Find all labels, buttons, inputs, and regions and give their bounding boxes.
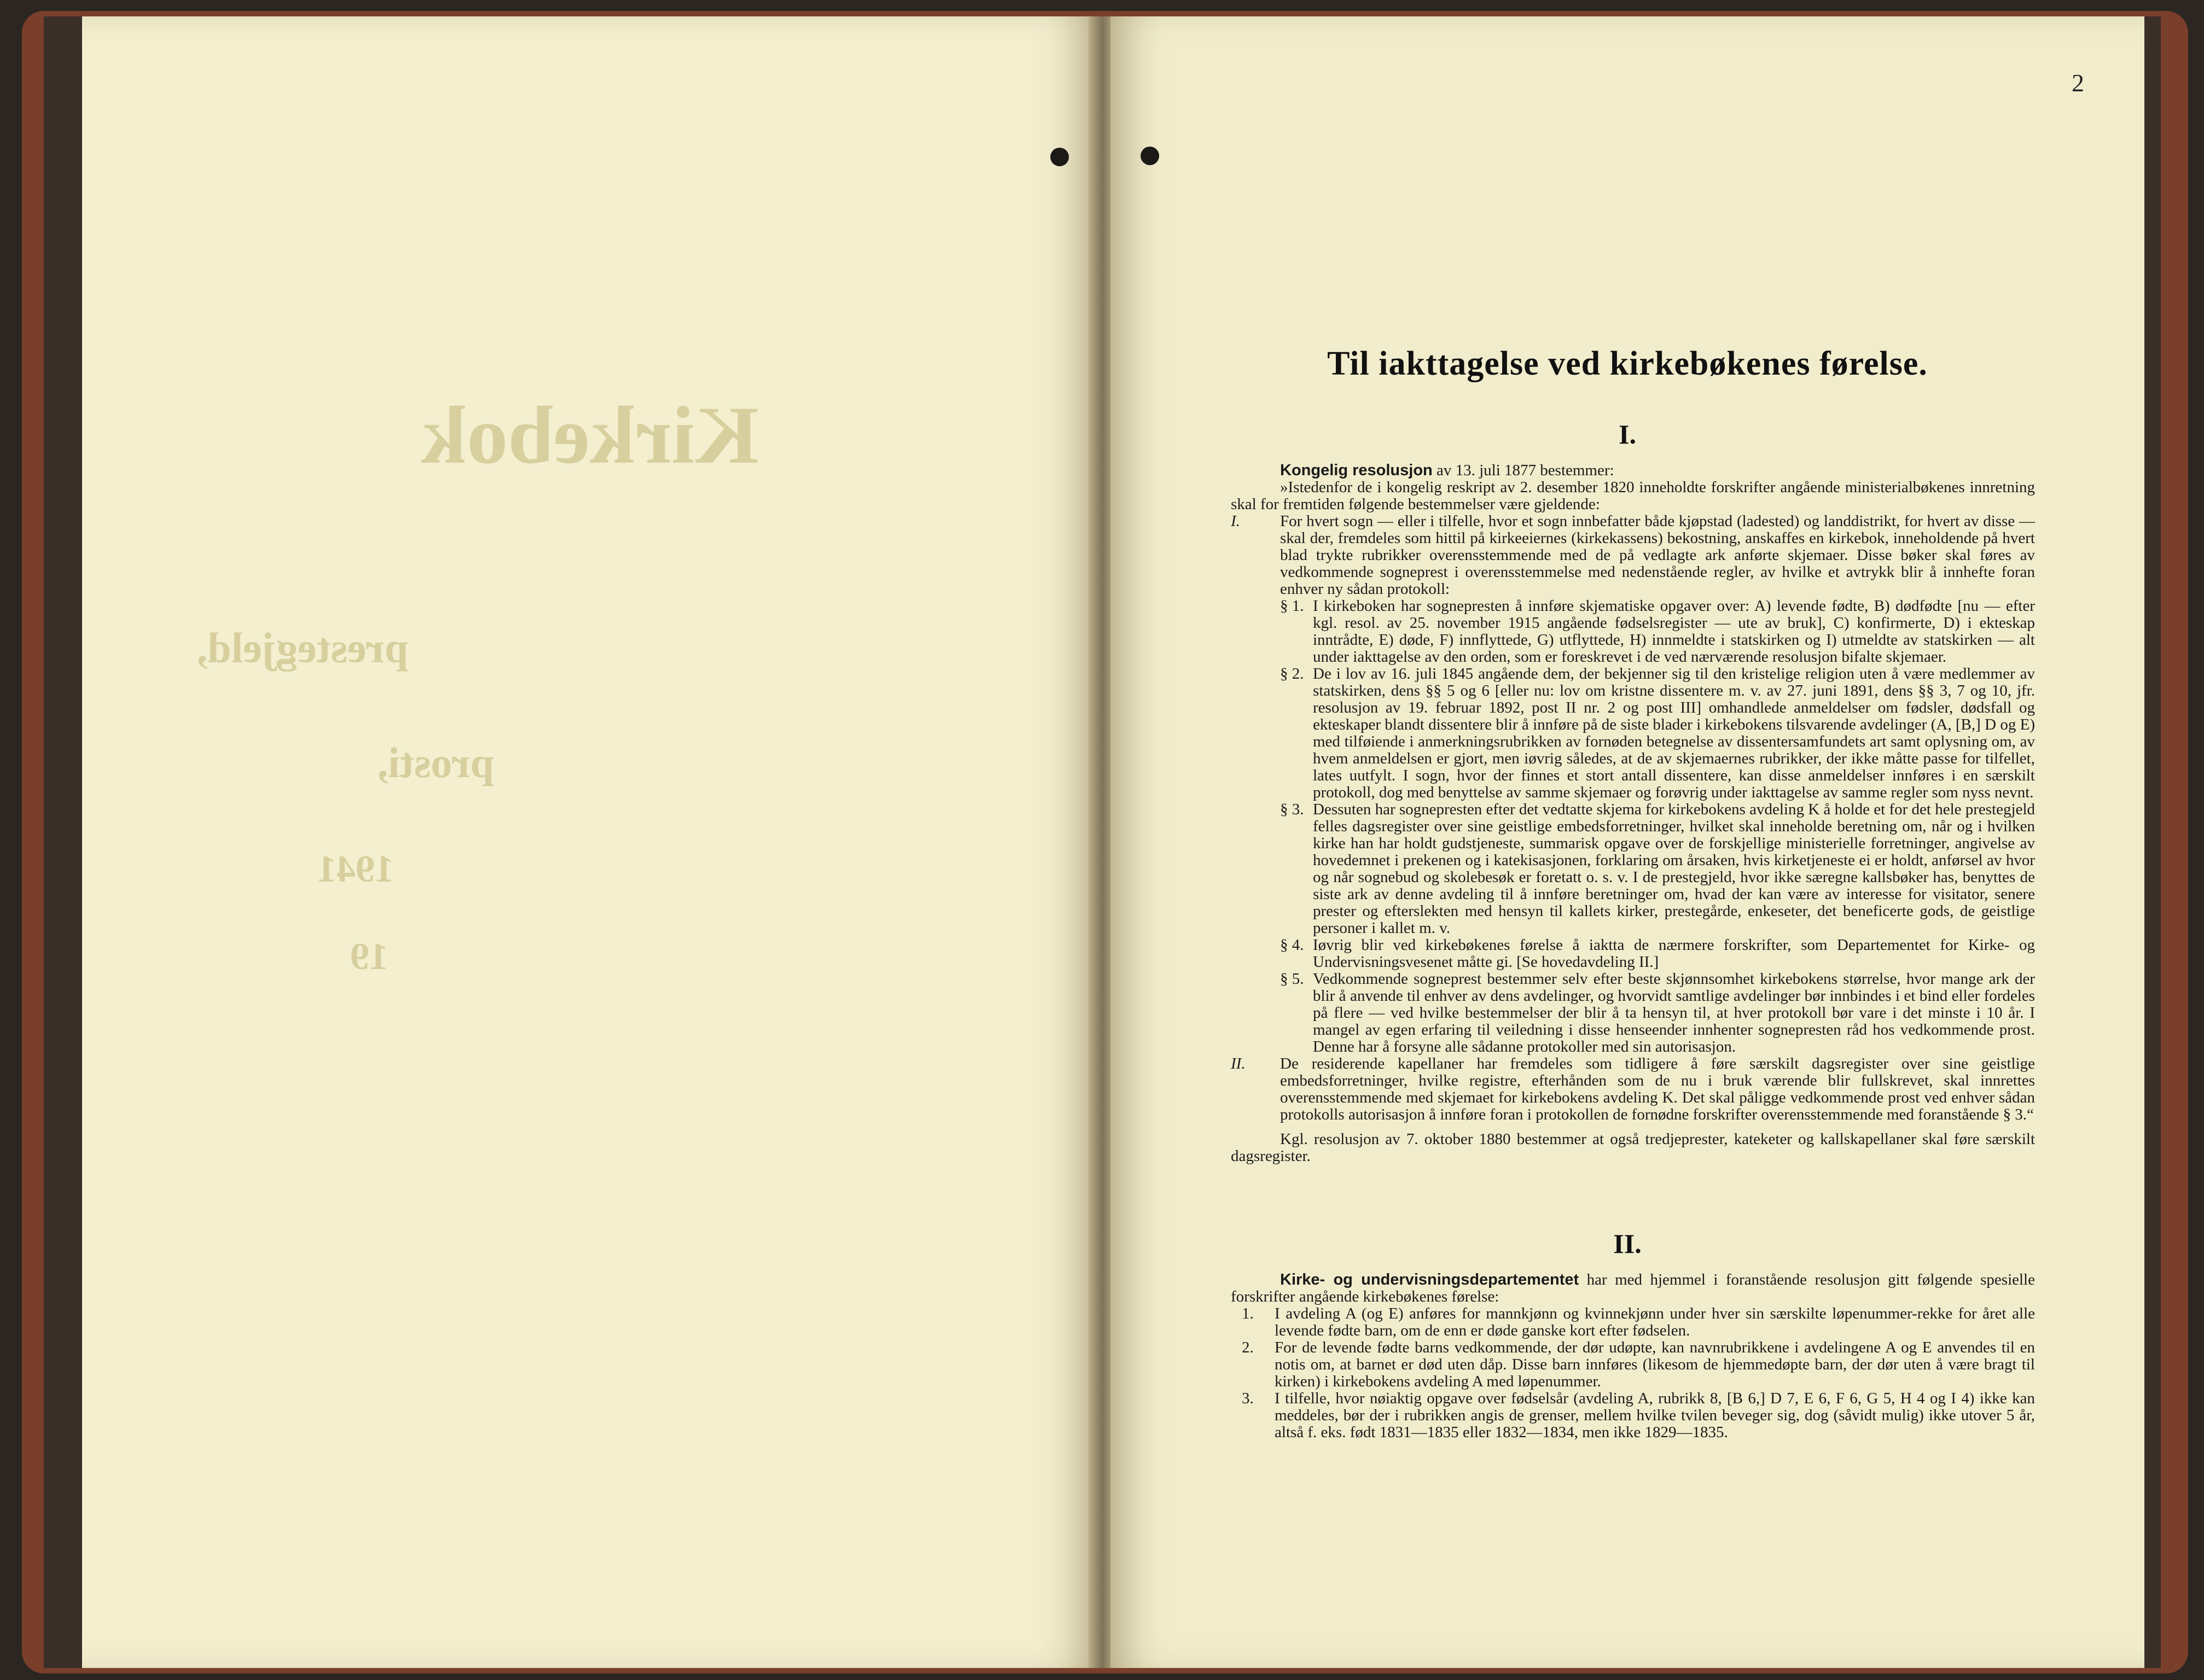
paragraph-4	[1280, 937, 2035, 971]
paragraph-5	[1280, 971, 2035, 1055]
section-1-lead-text: av 13. juli 1877 bestemmer:	[1432, 462, 1614, 479]
list-item	[1231, 1305, 2035, 1339]
section-2-lead	[1231, 1271, 2035, 1305]
paragraph-5-number: § 5.	[1280, 970, 1304, 988]
section-2-numeral: II.	[1613, 1228, 1642, 1259]
paragraph-4-text: Iøvrig blir ved kirkebøkenes førelse å iaktta de nærmere forskrifter, som Departementet for Kirke- og Undervisningsvesenet måtte gi. [Se hovedavdeling II.]	[1313, 936, 2035, 971]
list-item	[1231, 1390, 2035, 1441]
list-item-text: I avdeling A (og E) anføres for mannkjønn og kvinnekjønn under hver sin særskilte løpenummer-rekke for året alle levende fødte barn, om de enn er døde ganske kort efter fødselen.	[1275, 1305, 2035, 1339]
section-1-closing: Kgl. resolusjon av 7. oktober 1880 bestemmer at også tredjeprester, kateketer og kallskapellaner skal føre særskilt dagsregister.	[1231, 1130, 2035, 1165]
ghost-line-4: 19	[350, 936, 388, 978]
paragraph-2-number: § 2.	[1280, 665, 1304, 682]
ghost-line-1: prestegjeld,	[197, 624, 409, 672]
paragraph-2	[1280, 666, 2035, 801]
section-2-lead-text: har med hjemmel i foranstående resolusjon gitt følgende spesielle forskrifter angående kirkebøkenes førelse:	[1231, 1271, 2035, 1305]
list-item-number: 1.	[1242, 1305, 1254, 1322]
section-1-body	[1231, 462, 2035, 1165]
list-item	[1231, 1339, 2035, 1390]
ghost-title: Kirkebok	[421, 390, 759, 481]
item-I-text: For hvert sogn — eller i tilfelle, hvor et sogn innbefatter både kjøpstad (ladested) og landdistrikt, for hvert av disse — skal der, fremdeles som hittil på kirkeeiernes (kirkekassens) bekostning, anskaffes en kirkebok, inneholdende på hvert blad trykte rubrikker overensstemmende med de på vedlagte ark anførte skjemaer. Disse bøker skal føres av vedkommende sogneprest i overensstemmelse med nedenstående regler, av hvilke et avtrykk blir å innhefte foran enhver ny sådan protokoll:	[1280, 512, 2035, 598]
item-I	[1231, 513, 2035, 598]
list-item-number: 2.	[1242, 1339, 1254, 1356]
list-item-number: 3.	[1242, 1390, 1254, 1407]
section-1-numeral: I.	[1619, 419, 1636, 450]
item-II	[1231, 1055, 2035, 1123]
document-title: Til iakttagelse ved kirkebøkenes førelse.	[1327, 345, 1928, 382]
paragraph-3-text: Dessuten har sognepresten efter det vedtatte skjema for kirkebokens avdeling K å holde et for det hele prestegjeld felles dagsregister over sine geistlige embedsforretninger, hvilket skal inneholde beretning om, når og i hvilken kirke han har holdt gudstjeneste, summarisk opgave over de forskjellige ministerielle forretninger, angivelse av hovedemnet i prekenen og i katekisasjonen, forklaring om årsaken, hvis kirketjeneste ei er holdt, anførsel av hvor og når sognebud og skolebesøk er foretatt o. s. v. I de prestegjeld, hvor ikke særegne kallsbøker has, benyttes de siste ark av denne avdeling til å innføre beretninger om, hvad der kan være av interesse for visitator, senere prester og efterslekten med hensyn til kallets kirker, prestegårde, enkeseter, det beneficerte gods, de geistlige personer i kallet m. v.	[1313, 801, 2035, 937]
item-I-number: I.	[1231, 512, 1240, 530]
item-II-number: II.	[1231, 1055, 1246, 1072]
section-1-label: Kongelig resolusjon	[1280, 462, 1433, 479]
paragraph-3-number: § 3.	[1280, 801, 1304, 818]
binding-hole-left	[1050, 148, 1069, 166]
paragraph-1	[1280, 598, 2035, 666]
paragraph-1-number: § 1.	[1280, 597, 1304, 615]
paragraph-5-text: Vedkommende sogneprest bestemmer selv efter beste skjønnsomhet kirkebokens størrelse, hvor mange ark der blir å anvende til enhver av dens avdelinger, og hvorvidt samtlige avdelinger bør innbindes i et bind eller fordeles på flere — ved hvilke bestemmelser der blir å ta hensyn til, at hver protokoll bør vare i det minste i 10 år. I mangel av egen erfaring til veiledning i disse henseender innhenter sognepresten råd hos vedkommende prost. Denne har å forsyne alle sådanne protokoller med sin autorisasjon.	[1313, 970, 2035, 1055]
binding-hole-right	[1141, 147, 1159, 165]
item-II-text: De residerende kapellaner har fremdeles som tidligere å føre særskilt dagsregister over sine geistlige embedsforretninger, hvilke registre, efterhånden som de nu i bruk værende blir fullskrevet, skal innrettes overensstemmende med skjemaet for kirkebokens avdeling K. Det skal påligge vedkommende prost ved enhver sådan protokolls autorisasjon å innføre foran i protokollen de fornødne forskrifter overensstemmende med foranstående § 3.“	[1280, 1055, 2035, 1123]
ghost-line-2: prosti,	[377, 739, 495, 786]
page-number: 2	[2072, 69, 2084, 97]
section-1-lead	[1231, 462, 2035, 479]
section-2-label: Kirke- og undervisningsdepartementet	[1280, 1271, 1579, 1288]
list-item-text: For de levende fødte barns vedkommende, der dør udøpte, kan navnrubrikkene i avdelingene A og E anvendes til en notis om, at barnet er død uten dåp. Disse barn innføres (likesom de hjemmedøpte barn, der dør uten å være bragt til kirken) i kirkebokens avdeling A med løpenummer.	[1275, 1339, 2035, 1390]
paragraph-3	[1280, 801, 2035, 937]
paragraph-1-text: I kirkeboken har sognepresten å innføre skjematiske opgaver over: A) levende fødte, B) dødfødte [nu — efter kgl. resol. av 25. november 1915 angående fødselsregister — ute av bruk], C) konfirmerte, D) i ekteskap inntrådte, E) døde, F) innflyttede, G) utflyttede, H) innmeldte i statskirken og I) utmeldte av statskirken — alt under iakttagelse av den orden, som er foreskrevet i de ved nærværende resolusjon bifalte skjemaer.	[1313, 597, 2035, 666]
paragraph-2-text: De i lov av 16. juli 1845 angående dem, der bekjenner sig til den kristelige religion uten å være medlemmer av statskirken, dens §§ 5 og 6 [eller nu: lov om kristne dissentere m. v. av 27. juni 1891, dens §§ 3, 7 og 10, jfr. resolusjon av 19. februar 1892, post II nr. 2 og post III] omhandlede anmeldelser om fødsler, dødsfall og ekteskaper blandt dissentere blir å innføre på de siste blader i kirkebokens tilsvarende avdelinger (A, [B,] D og E) med tilføiende i anmerkningsrubrikken av fornøden betegnelse av dissentersamfundets art samt oplysning om, av hvem anmeldelsen er gjort, men iøvrig således, at de av skjemaernes rubrikker, der ikke måtte passe for tilfellet, lates uutfylt. I sogn, hvor der finnes et stort antall dissentere, kan disse anmeldelser innføres i en særskilt protokoll, dog med benyttelse av samme skjemaer og forøvrig under iakttagelse av samme regler som nyss nevnt.	[1313, 665, 2035, 801]
section-2-body	[1231, 1271, 2035, 1441]
list-item-text: I tilfelle, hvor nøiaktig opgave over fødselsår (avdeling A, rubrikk 8, [B 6,] D 7, E 6, F 6, G 5, H 4 og I 4) ikke kan meddeles, bør der i rubrikken angis de grenser, mellem hvilke tvilen beveger sig, dog (såvidt mulig) ikke utover 5 år, altså f. eks. født 1831—1835 eller 1832—1834, men ikke 1829—1835.	[1275, 1390, 2035, 1441]
right-page	[1110, 16, 2144, 1668]
ghost-line-3: 1941	[317, 848, 394, 890]
paragraph-4-number: § 4.	[1280, 936, 1304, 954]
section-1-intro: »Istedenfor de i kongelig reskript av 2. desember 1820 inneholdte forskrifter angående ministerialbøkenes innretning skal for fremtiden følgende bestemmelser være gjeldende:	[1231, 479, 2035, 513]
left-page	[82, 16, 1094, 1668]
